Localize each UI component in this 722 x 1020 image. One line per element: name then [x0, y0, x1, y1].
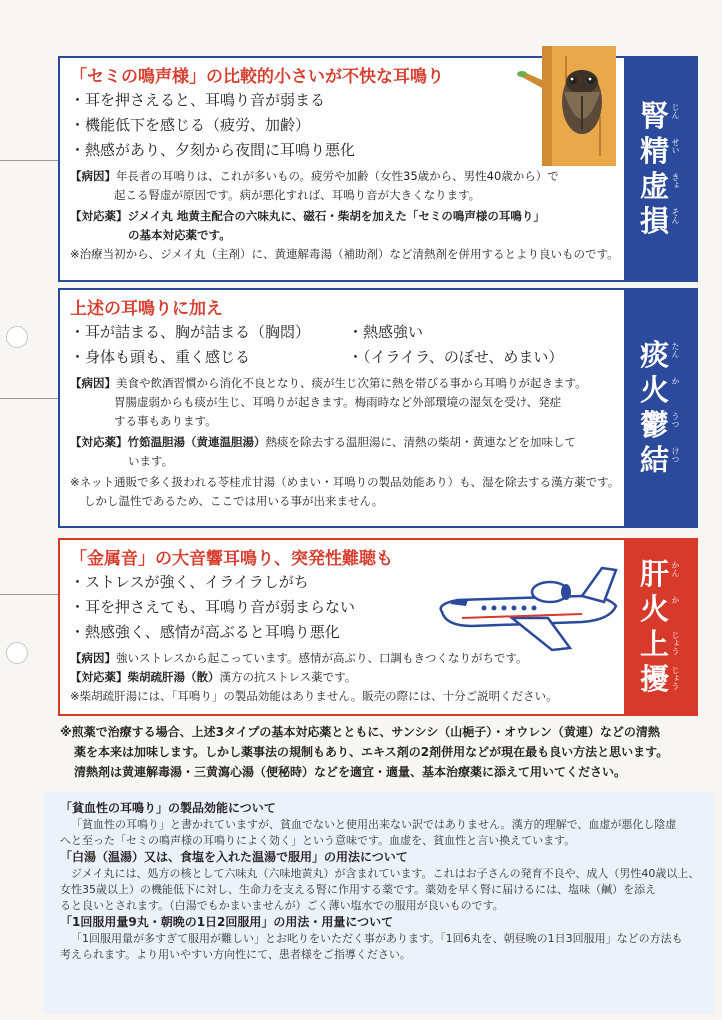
remedy-name: 柴胡疏肝湯（散） — [127, 670, 220, 684]
remedy-paragraph — [70, 668, 558, 687]
bullet-item: ・耳を押さえると、耳鳴り音が弱まる — [70, 91, 326, 109]
bullet-item: ・機能低下を感じる（疲労、加齢） — [70, 116, 311, 134]
remedy-text: 熱痰を除去する温胆湯に、清熱の柴胡・黄連などを加味して — [265, 435, 576, 449]
side-char: 擾 — [639, 662, 669, 696]
fold-line — [0, 594, 58, 595]
side-ruby: じょう — [671, 666, 680, 690]
side-char: 肝 — [639, 557, 669, 591]
bullet-item: ・熱感強く、感情が高ぶると耳鳴り悪化 — [70, 623, 340, 641]
side-char: 火 — [639, 373, 669, 407]
remedy-text: ジメイ丸 地黄主配合の六味丸に、磁石・柴胡を加えた「セミの鳴声様の耳鳴り」 — [127, 209, 545, 223]
remedy-text: います。 — [128, 454, 174, 468]
side-char: 腎 — [639, 99, 669, 133]
info-text: 考えられます。より用いやすい方向性にて、患者様をご指導ください。 — [60, 948, 411, 961]
panel-note: ※治療当初から、ジメイ丸（主剤）に、黄連解毒湯（補助剤）など清熱剤を併用するとより良いものです。 — [70, 247, 619, 261]
panel-note: しかし温性であるため、ここでは用いる事が出来ません。 — [84, 494, 384, 508]
info-section-title: 「1回服用量9丸・朝晩の1日2回服用」の用法・用量について — [60, 915, 394, 929]
side-char: 損 — [639, 204, 669, 238]
bullet-item: ・熱感があり、夕刻から夜間に耳鳴り悪化 — [70, 141, 356, 159]
fold-line — [0, 160, 58, 161]
binder-hole — [6, 326, 28, 348]
side-ruby: せい — [671, 138, 680, 154]
bullet-item: ・ストレスが強く、イライラしがち — [70, 573, 309, 591]
cause-text: 起こる腎虚が原因です。病が悪化すれば、耳鳴り音が大きくなります。 — [114, 188, 481, 202]
cause-label: 【病因】 — [70, 376, 116, 390]
side-ruby: きょ — [671, 173, 680, 189]
panel-heading: 「金属音」の大音響耳鳴り、突発性難聴も — [70, 549, 393, 569]
side-char: 鬱 — [639, 408, 669, 442]
cause-text: する事もあります。 — [114, 414, 217, 428]
bullet-row — [70, 345, 619, 370]
jet-plane-illustration — [432, 562, 624, 654]
side-title — [640, 557, 680, 697]
side-title — [640, 99, 680, 239]
panel-heading: 「セミの鳴声様」の比較的小さいが不快な耳鳴り — [70, 67, 444, 87]
remedy-label: 【対応薬】 — [70, 435, 128, 449]
footnote-line: 薬を本来は加味します。しかし薬事法の規制もあり、エキス剤の2剤併用などが現在最も良い方法と思います。 — [74, 745, 669, 759]
info-text: 「貧血性の耳鳴り」と書かれていますが、貧血でないと使用出来ない訳ではありません。漢方的理解で、血虚が悪化し陰虚 — [71, 818, 677, 831]
side-ruby: うつ — [671, 412, 680, 428]
side-char: 上 — [639, 627, 669, 661]
binder-hole — [6, 642, 28, 664]
panel-note: ※柴胡疏肝湯には、「耳鳴り」の製品効能はありません。販売の際には、十分ご説明ください。 — [70, 689, 558, 703]
side-title-bar — [624, 540, 696, 714]
side-ruby: か — [671, 377, 680, 385]
panel-body — [70, 298, 619, 511]
panel-note: ※ネット通販で多く扱われる苓桂朮甘湯（めまい・耳鳴りの製品効能あり）も、湿を除去する漢方薬です。 — [70, 475, 620, 489]
info-text: 女性35歳以上）の機能低下に対し、生命力を支える腎に作用する薬です。薬効を早く腎に届けるには、塩味（鹹）を添え — [60, 883, 657, 896]
side-char: 痰 — [639, 338, 669, 372]
bullet-row — [70, 320, 619, 345]
side-title-bar — [624, 290, 696, 526]
cause-label: 【病因】 — [70, 651, 116, 665]
panel-kidney-essence — [58, 56, 698, 282]
decoction-footnote — [60, 722, 700, 782]
side-char: 虚 — [639, 169, 669, 203]
info-text: ジメイ丸には、処方の核として六味丸（六味地黄丸）が含まれています。これはお子さんの発育不良や、成人（男性40歳以上、 — [71, 867, 700, 880]
side-ruby: たん — [671, 342, 680, 358]
remedy-name: 竹筎温胆湯（黄連温胆湯） — [127, 435, 266, 449]
cause-label: 【病因】 — [70, 169, 116, 183]
side-ruby: かん — [671, 561, 680, 577]
side-char: 結 — [639, 443, 669, 477]
bullet-item: ・耳を押さえても、耳鳴り音が弱まらない — [70, 598, 356, 616]
bullet-item: ・耳が詰まる、胸が詰まる（胸悶） — [70, 323, 311, 341]
cause-paragraph — [70, 374, 619, 431]
cause-text: 年長者の耳鳴りは、これが多いもの。疲労や加齢（女性35歳から、男性40歳から）で — [116, 169, 559, 183]
side-ruby: か — [671, 596, 680, 604]
side-ruby: じん — [671, 103, 680, 119]
remedy-text: の基本対応薬です。 — [128, 228, 231, 242]
fold-line — [0, 398, 58, 399]
panel-heading: 上述の耳鳴りに加え — [70, 299, 223, 319]
remedy-label: 【対応薬】 — [70, 670, 128, 684]
info-text: ると良いとされます。（白湯でもかまいませんが）ごく薄い塩水での服用が良いものです。 — [60, 899, 504, 912]
panel-phlegm-fire — [58, 288, 698, 528]
cause-paragraph — [70, 167, 619, 205]
bullet-item: ・（イライラ、のぼせ、めまい） — [348, 348, 564, 366]
side-ruby: けつ — [671, 447, 680, 463]
info-text: 「1回服用量が多すぎて服用が難しい」とお叱りをいただく事があります。「1回6丸を、朝昼晩の1日3回服用」などの方法も — [71, 932, 683, 945]
bullet-item: ・身体も頭も、重く感じる — [70, 348, 251, 366]
side-ruby: じょう — [671, 631, 680, 655]
side-char: 火 — [639, 592, 669, 626]
info-section-title: 「貧血性の耳鳴り」の製品効能について — [60, 801, 276, 815]
cicada-on-tree-illustration — [516, 46, 624, 166]
bullet-item: ・熱感強い — [348, 323, 424, 341]
product-info-box — [44, 792, 714, 1014]
remedy-paragraph — [70, 207, 619, 245]
side-title-bar — [624, 58, 696, 280]
info-section-title: 「白湯（温湯）又は、食塩を入れた温湯で服用」の用法について — [60, 850, 408, 864]
panel-liver-fire — [58, 538, 698, 716]
footnote-line: 清熱剤は黄連解毒湯・三黄瀉心湯（便秘時）などを適宜・適量、基本治療薬に添えて用いてください。 — [74, 765, 627, 779]
footnote-line: ※煎薬で治療する場合、上述3タイプの基本対応薬とともに、サンシシ（山梔子）・オウレン（黄連）などの清熱 — [60, 725, 660, 739]
cause-text: 強いストレスから起こっています。感情が高ぶり、口調もきつくなりがちです。 — [116, 651, 528, 665]
side-ruby: そん — [671, 208, 680, 224]
info-text: へと至った「セミの鳴声様の耳鳴りによく効く」という意味です。血虚を、貧血性と言い換えています。 — [60, 834, 576, 847]
side-title — [640, 338, 680, 478]
side-char: 精 — [639, 134, 669, 168]
cause-text: 胃腸虚弱からも痰が生じ、耳鳴りが起きます。梅雨時など外部環境の湿気を受け、発症 — [114, 395, 562, 409]
remedy-text: 漢方の抗ストレス薬です。 — [219, 670, 357, 684]
remedy-paragraph — [70, 433, 619, 471]
remedy-label: 【対応薬】 — [70, 209, 128, 223]
cause-text: 美食や飲酒習慣から消化不良となり、痰が生じ次第に熱を帯びる事から耳鳴りが起きます。 — [116, 376, 587, 390]
